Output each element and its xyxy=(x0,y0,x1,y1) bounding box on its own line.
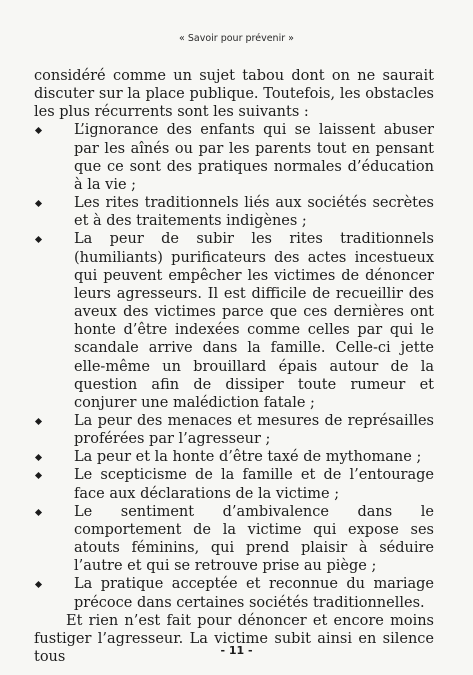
list-item-text: Le scepticisme de la famille et de l’entourage face aux déclarations de la victime ; xyxy=(74,467,434,502)
list-item xyxy=(34,503,434,576)
list-item xyxy=(34,575,434,611)
list-item-text: Le sentiment d’ambivalence dans le comportement de la victime qui expose ses atouts féminins, qui prend plaisir à séduire l’autre et qui se retrouve prise au piège ; xyxy=(74,503,434,575)
list-item-text: Les rites traditionnels liés aux sociétés secrètes et à des traitements indigènes ; xyxy=(74,195,434,230)
bullet-icon xyxy=(35,127,42,134)
list-item xyxy=(34,466,434,502)
list-item-text: La peur de subir les rites traditionnels (humiliants) purificateurs des actes incestueux qui peuvent empêcher les victimes de dénoncer leurs agresseurs. Il est difficile de recueillir des aveux des victimes parce que ces dernières ont honte d’être indexées comme celles par qui le scandale arrive dans la famille. Celle-ci jette elle-même un brouillard épais autour de la question afin de dissiper toute rumeur et conjurer une malédiction fatale ; xyxy=(74,231,434,411)
list-item xyxy=(34,230,434,412)
list-item-text: L’ignorance des enfants qui se laissent abuser par les aînés ou par les parents tout en pensant que ce sont des pratiques normales d’éducation à la vie ; xyxy=(74,122,434,193)
page-number: - 11 - xyxy=(220,644,253,657)
list-item xyxy=(34,121,434,194)
obstacles-list xyxy=(34,121,434,611)
bullet-icon xyxy=(35,418,42,425)
list-item-text: La pratique acceptée et reconnue du mariage précoce dans certaines sociétés traditionnelles. xyxy=(74,576,434,611)
bullet-icon xyxy=(35,472,42,479)
list-item-text: La peur et la honte d’être taxé de mythomane ; xyxy=(74,449,422,466)
list-item xyxy=(34,412,434,448)
bullet-icon xyxy=(35,454,42,461)
bullet-icon xyxy=(35,509,42,516)
intro-paragraph: considéré comme un sujet tabou dont on ne saurait discuter sur la place publique. Toutefois, les obstacles les plus récurrents sont les suivants : xyxy=(34,68,434,121)
page-body xyxy=(34,67,434,666)
list-item-text: La peur des menaces et mesures de représailles proférées par l’agresseur ; xyxy=(74,412,434,448)
closing-paragraph: Et rien n’est fait pour dénoncer et encore moins fustiger l’agresseur. La victime subit ainsi en silence tous xyxy=(34,612,434,665)
running-header: « Savoir pour prévenir » xyxy=(179,33,294,44)
list-item xyxy=(34,448,434,466)
bullet-icon xyxy=(35,236,42,243)
bullet-icon xyxy=(35,581,42,588)
list-item xyxy=(34,194,434,230)
bullet-icon xyxy=(35,200,42,207)
